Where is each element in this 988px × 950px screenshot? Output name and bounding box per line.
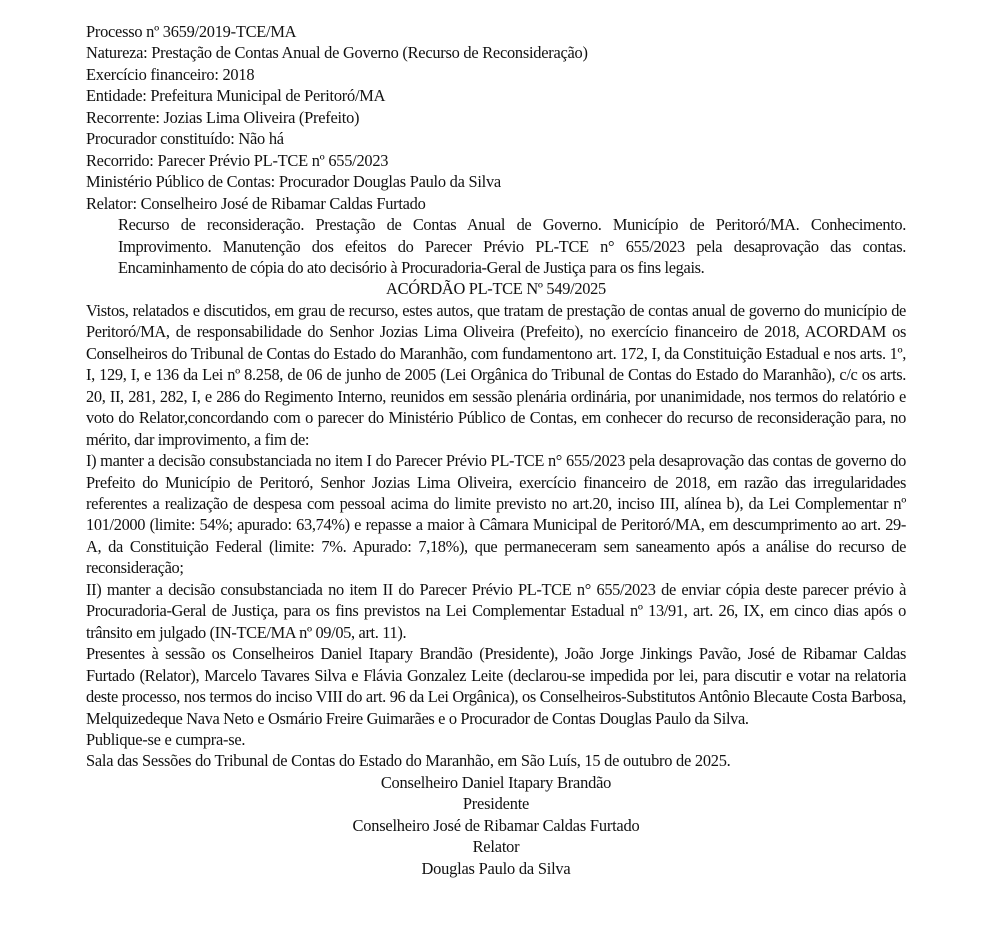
presentes-text: Presentes à sessão os Conselheiros Daniel Itapary Brandão (Presidente), João Jorge Jinkings Pavão, José de Ribamar Caldas Furtado (Relator), Marcelo Tavares Silva e Flávia Gonzalez Leite (declarou-se impedida por lei, para discutir e votar na relatoria deste processo, nos termos do inciso VIII do art. 96 da Lei Orgânica), os Conselheiros-Substitutos Antônio Blecaute Costa Barbosa, Melquizedeque Nava Neto e Osmário Freire Guimarães e o Procurador de Contas Douglas Paulo da Silva.: [86, 644, 906, 728]
item-i-text: I) manter a decisão consubstanciada no item I do Parecer Prévio PL-TCE n° 655/2023 pela desaprovação das contas de governo do Prefeito do Município de Peritoró, Senhor Jozias Lima Oliveira, exercício financeiro de 2018, em razão das irregularidades referentes a realização de despesa com pessoal acima do limite previsto no art.20, inciso III, alínea b), da Lei Complementar nº 101/2000 (limite: 54%; apurado: 63,74%) e repasse a maior à Câmara Municipal de Peritoró/MA, em descumprimento ao art. 29-A, da Constituição Federal (limite: 7%. Apurado: 7,18%), que permaneceram sem saneamento após a análise do recurso de reconsideração;: [86, 451, 906, 578]
procurador-line: Procurador constituído: Não há: [86, 129, 284, 149]
ementa-text: Recurso de reconsideração. Prestação de Contas Anual de Governo. Município de Peritoró/MA. Conhecimento. Improvimento. Manutenção dos efeitos do Parecer Prévio PL-TCE n° 655/2023 pela desaprovação das contas. Encaminhamento de cópia do ato decisório à Procuradoria-Geral de Justiça para os fins legais.: [118, 215, 906, 277]
relator-line: Relator: Conselheiro José de Ribamar Caldas Furtado: [86, 193, 426, 213]
acordao-title: ACÓRDÃO PL-TCE Nº 549/2025: [386, 279, 606, 299]
recorrente-line: Recorrente: Jozias Lima Oliveira (Prefeito): [86, 107, 360, 127]
ministerio-line: Ministério Público de Contas: Procurador Douglas Paulo da Silva: [86, 172, 501, 192]
entidade-line: Entidade: Prefeitura Municipal de Peritoró/MA: [86, 86, 386, 106]
publique-line: Publique-se e cumpra-se.: [86, 729, 246, 749]
ementa: [118, 214, 906, 278]
recorrido-line: Recorrido: Parecer Prévio PL-TCE nº 655/2023: [86, 150, 389, 170]
signature-procurador-name: Douglas Paulo da Silva: [421, 858, 571, 878]
signature-relator-role: Relator: [472, 837, 520, 857]
sala-line: Sala das Sessões do Tribunal de Contas do Estado do Maranhão, em São Luís, 15 de outubro de 2025.: [86, 751, 731, 771]
intro-paragraph: [86, 300, 906, 450]
acordao-document: [86, 21, 906, 879]
signature-president-name: Conselheiro Daniel Itapary Brandão: [380, 772, 612, 792]
natureza-line: Natureza: Prestação de Contas Anual de Governo (Recurso de Reconsideração): [86, 43, 588, 63]
intro-text: Vistos, relatados e discutidos, em grau de recurso, estes autos, que tratam de prestação de contas anual de governo do município de Peritoró/MA, de responsabilidade do Senhor Jozias Lima Oliveira (Prefeito), no exercício financeiro de 2018, ACORDAM os Conselheiros do Tribunal de Contas do Estado do Maranhão, com fundamentono art. 172, I, da Constituição Estadual e nos arts. 1º, I, 129, I, e 136 da Lei nº 8.258, de 06 de junho de 2005 (Lei Orgânica do Tribunal de Contas do Estado do Maranhão), c/c os arts. 20, II, 281, 282, I, e 286 do Regimento Interno, reunidos em sessão plenária ordinária, por unanimidade, nos termos do relatório e voto do Relator,concordando com o parecer do Ministério Público de Contas, em conhecer do recurso de reconsideração para, no mérito, dar improvimento, a fim de:: [86, 300, 906, 449]
exercicio-line: Exercício financeiro: 2018: [86, 64, 255, 84]
signature-relator-name: Conselheiro José de Ribamar Caldas Furtado: [352, 815, 640, 835]
signature-president-role: Presidente: [462, 794, 530, 814]
presentes-paragraph: [86, 643, 906, 729]
item-i-paragraph: [86, 450, 906, 579]
item-ii-paragraph: [86, 579, 906, 643]
processo-line: Processo nº 3659/2019-TCE/MA: [86, 22, 297, 41]
item-ii-text: II) manter a decisão consubstanciada no item II do Parecer Prévio PL-TCE n° 655/2023 de enviar cópia deste parecer prévio à Procuradoria-Geral de Justiça, para os fins previstos na Lei Complementar Estadual nº 13/91, art. 26, IX, em cinco dias após o trânsito em julgado (IN-TCE/MA nº 09/05, art. 11).: [86, 579, 906, 642]
